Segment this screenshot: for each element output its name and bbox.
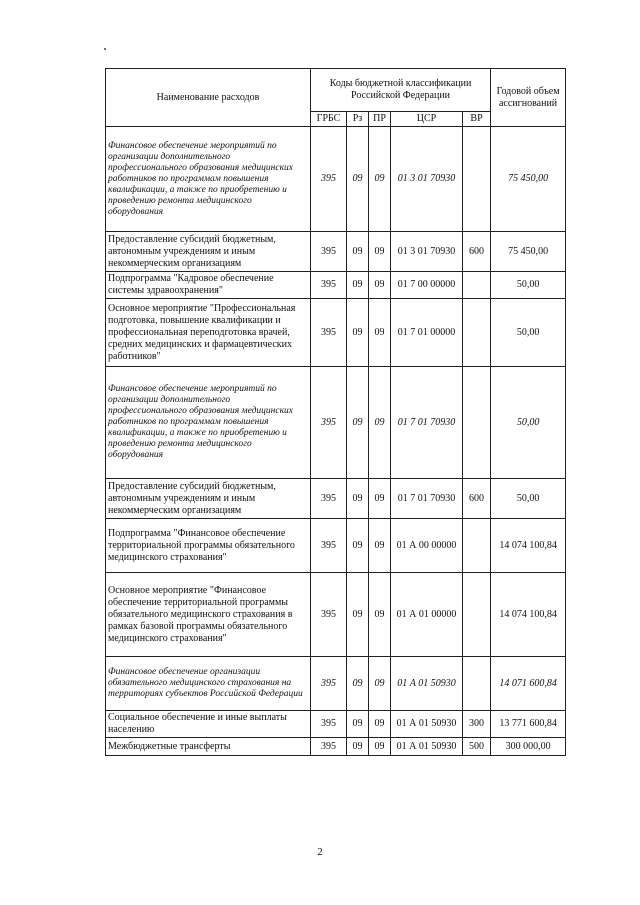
table-row bbox=[106, 367, 566, 479]
row-vr-cell bbox=[463, 367, 491, 479]
row-amount-cell: 50,00 bbox=[491, 272, 566, 299]
row-grbs-cell: 395 bbox=[311, 519, 347, 573]
row-grbs-cell: 395 bbox=[311, 232, 347, 272]
row-rz-cell: 09 bbox=[347, 711, 369, 738]
row-name-cell: Предоставление субсидий бюджетным, автономным учреждениям и иным некоммерческим организациям bbox=[106, 479, 311, 519]
scan-dot bbox=[104, 48, 106, 50]
row-name-cell: Основное мероприятие "Финансовое обеспечение территориальной программы обязательного медицинского страхования в рамках базовой программы обязательного медицинского страхования" bbox=[106, 573, 311, 657]
row-rz-cell: 09 bbox=[347, 519, 369, 573]
row-vr-cell bbox=[463, 127, 491, 232]
budget-table bbox=[105, 68, 566, 756]
row-name-cell: Подпрограмма "Финансовое обеспечение территориальной программы обязательного медицинского страхования" bbox=[106, 519, 311, 573]
table-row bbox=[106, 127, 566, 232]
row-rz-cell: 09 bbox=[347, 272, 369, 299]
table-row bbox=[106, 299, 566, 367]
row-amount-cell: 300 000,00 bbox=[491, 738, 566, 756]
row-rz-cell: 09 bbox=[347, 127, 369, 232]
row-grbs-cell: 395 bbox=[311, 711, 347, 738]
row-vr-cell bbox=[463, 299, 491, 367]
row-rz-cell: 09 bbox=[347, 573, 369, 657]
row-vr-cell: 300 bbox=[463, 711, 491, 738]
row-amount-cell: 50,00 bbox=[491, 299, 566, 367]
row-rz-cell: 09 bbox=[347, 657, 369, 711]
row-csr-cell: 01 3 01 70930 bbox=[391, 232, 463, 272]
row-vr-cell: 600 bbox=[463, 232, 491, 272]
pr-header: ПР bbox=[369, 112, 391, 127]
row-name-cell: Финансовое обеспечение организации обязательного медицинского страхования на территориях субъектов Российской Федерации bbox=[106, 657, 311, 711]
row-vr-cell bbox=[463, 573, 491, 657]
table-row bbox=[106, 711, 566, 738]
row-rz-cell: 09 bbox=[347, 367, 369, 479]
row-rz-cell: 09 bbox=[347, 738, 369, 756]
row-amount-cell: 14 074 100,84 bbox=[491, 573, 566, 657]
row-csr-cell: 01 А 01 50930 bbox=[391, 657, 463, 711]
amount-column-header: Годовой объем ассигнований bbox=[491, 69, 566, 127]
row-amount-cell: 13 771 600,84 bbox=[491, 711, 566, 738]
row-csr-cell: 01 А 00 00000 bbox=[391, 519, 463, 573]
row-vr-cell bbox=[463, 519, 491, 573]
row-name-cell: Основное мероприятие "Профессиональная подготовка, повышение квалификации и профессиональная переподготовка врачей, средних медицинских и фармацевтических работников" bbox=[106, 299, 311, 367]
table-body bbox=[106, 127, 566, 756]
row-amount-cell: 75 450,00 bbox=[491, 232, 566, 272]
row-grbs-cell: 395 bbox=[311, 127, 347, 232]
row-amount-cell: 75 450,00 bbox=[491, 127, 566, 232]
row-pr-cell: 09 bbox=[369, 711, 391, 738]
row-amount-cell: 14 071 600,84 bbox=[491, 657, 566, 711]
csr-header: ЦСР bbox=[391, 112, 463, 127]
name-column-header: Наименование расходов bbox=[106, 69, 311, 127]
row-name-cell: Финансовое обеспечение мероприятий по организации дополнительного профессионального образования медицинских работников по программам повышения квалификации, а также по приобретению и проведению ремонта медицинского оборудования bbox=[106, 367, 311, 479]
row-amount-cell: 50,00 bbox=[491, 479, 566, 519]
row-vr-cell bbox=[463, 657, 491, 711]
row-csr-cell: 01 А 01 00000 bbox=[391, 573, 463, 657]
row-vr-cell bbox=[463, 272, 491, 299]
row-name-cell: Межбюджетные трансферты bbox=[106, 738, 311, 756]
row-grbs-cell: 395 bbox=[311, 367, 347, 479]
row-rz-cell: 09 bbox=[347, 299, 369, 367]
row-pr-cell: 09 bbox=[369, 367, 391, 479]
row-grbs-cell: 395 bbox=[311, 479, 347, 519]
row-name-cell: Подпрограмма "Кадровое обеспечение системы здравоохранения" bbox=[106, 272, 311, 299]
row-pr-cell: 09 bbox=[369, 519, 391, 573]
row-csr-cell: 01 7 00 00000 bbox=[391, 272, 463, 299]
row-grbs-cell: 395 bbox=[311, 573, 347, 657]
row-pr-cell: 09 bbox=[369, 299, 391, 367]
row-amount-cell: 50,00 bbox=[491, 367, 566, 479]
row-csr-cell: 01 7 01 00000 bbox=[391, 299, 463, 367]
row-pr-cell: 09 bbox=[369, 657, 391, 711]
table-row bbox=[106, 479, 566, 519]
row-csr-cell: 01 7 01 70930 bbox=[391, 367, 463, 479]
table-row bbox=[106, 738, 566, 756]
row-grbs-cell: 395 bbox=[311, 657, 347, 711]
row-vr-cell: 500 bbox=[463, 738, 491, 756]
row-pr-cell: 09 bbox=[369, 127, 391, 232]
row-grbs-cell: 395 bbox=[311, 738, 347, 756]
row-grbs-cell: 395 bbox=[311, 299, 347, 367]
row-pr-cell: 09 bbox=[369, 479, 391, 519]
table-row bbox=[106, 519, 566, 573]
row-pr-cell: 09 bbox=[369, 232, 391, 272]
row-csr-cell: 01 А 01 50930 bbox=[391, 711, 463, 738]
row-name-cell: Предоставление субсидий бюджетным, автономным учреждениям и иным некоммерческим организациям bbox=[106, 232, 311, 272]
table-row bbox=[106, 272, 566, 299]
row-grbs-cell: 395 bbox=[311, 272, 347, 299]
row-name-cell: Социальное обеспечение и иные выплаты населению bbox=[106, 711, 311, 738]
grbs-header: ГРБС bbox=[311, 112, 347, 127]
page-number: 2 bbox=[317, 846, 323, 858]
row-rz-cell: 09 bbox=[347, 232, 369, 272]
row-rz-cell: 09 bbox=[347, 479, 369, 519]
row-pr-cell: 09 bbox=[369, 272, 391, 299]
row-csr-cell: 01 А 01 50930 bbox=[391, 738, 463, 756]
table-row bbox=[106, 573, 566, 657]
row-vr-cell: 600 bbox=[463, 479, 491, 519]
table-row bbox=[106, 232, 566, 272]
row-pr-cell: 09 bbox=[369, 573, 391, 657]
row-amount-cell: 14 074 100,84 bbox=[491, 519, 566, 573]
vr-header: ВР bbox=[463, 112, 491, 127]
row-csr-cell: 01 3 01 70930 bbox=[391, 127, 463, 232]
row-csr-cell: 01 7 01 70930 bbox=[391, 479, 463, 519]
codes-group-header: Коды бюджетной классификации Российской Федерации bbox=[311, 69, 491, 112]
rz-header: Рз bbox=[347, 112, 369, 127]
header-row bbox=[106, 69, 566, 112]
row-name-cell: Финансовое обеспечение мероприятий по организации дополнительного профессионального образования медицинских работников по программам повышения квалификации, а также по приобретению и проведению ремонта медицинского оборудования bbox=[106, 127, 311, 232]
table-row bbox=[106, 657, 566, 711]
row-pr-cell: 09 bbox=[369, 738, 391, 756]
